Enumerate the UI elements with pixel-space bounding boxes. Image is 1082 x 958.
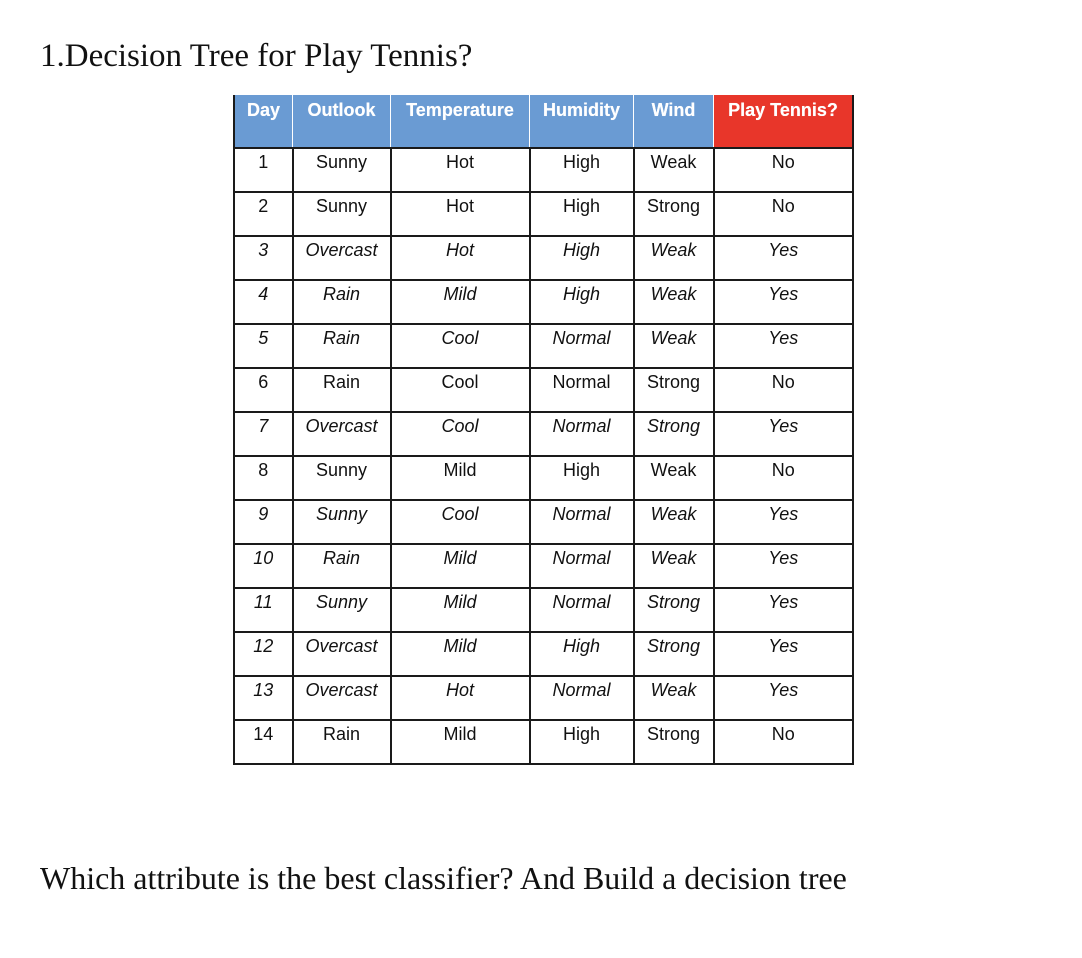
play-tennis-table bbox=[233, 95, 854, 765]
cell-temperature: Hot bbox=[391, 192, 530, 236]
page-title: 1.Decision Tree for Play Tennis? bbox=[40, 38, 473, 74]
table-body bbox=[234, 148, 853, 764]
cell-temperature: Mild bbox=[391, 588, 530, 632]
cell-wind: Weak bbox=[634, 456, 714, 500]
cell-outlook: Sunny bbox=[293, 500, 391, 544]
table-header-row bbox=[234, 95, 853, 148]
table-row bbox=[234, 192, 853, 236]
cell-day: 10 bbox=[234, 544, 293, 588]
cell-temperature: Mild bbox=[391, 632, 530, 676]
cell-day: 14 bbox=[234, 720, 293, 764]
cell-humidity: High bbox=[530, 720, 634, 764]
cell-play-tennis: Yes bbox=[714, 588, 854, 632]
cell-outlook: Rain bbox=[293, 720, 391, 764]
table-row bbox=[234, 456, 853, 500]
cell-wind: Weak bbox=[634, 324, 714, 368]
cell-temperature: Mild bbox=[391, 544, 530, 588]
cell-day: 1 bbox=[234, 148, 293, 192]
cell-temperature: Cool bbox=[391, 324, 530, 368]
cell-day: 12 bbox=[234, 632, 293, 676]
cell-outlook: Overcast bbox=[293, 676, 391, 720]
cell-play-tennis: No bbox=[714, 720, 854, 764]
cell-outlook: Sunny bbox=[293, 456, 391, 500]
header-wind: Wind bbox=[634, 95, 714, 148]
cell-wind: Weak bbox=[634, 148, 714, 192]
cell-day: 5 bbox=[234, 324, 293, 368]
header-day: Day bbox=[234, 95, 293, 148]
table-row bbox=[234, 676, 853, 720]
table-row bbox=[234, 544, 853, 588]
cell-day: 6 bbox=[234, 368, 293, 412]
cell-humidity: Normal bbox=[530, 500, 634, 544]
table-row bbox=[234, 368, 853, 412]
table-row bbox=[234, 588, 853, 632]
cell-humidity: Normal bbox=[530, 588, 634, 632]
cell-humidity: Normal bbox=[530, 676, 634, 720]
cell-play-tennis: Yes bbox=[714, 412, 854, 456]
header-play-tennis: Play Tennis? bbox=[714, 95, 854, 148]
table-row bbox=[234, 324, 853, 368]
cell-day: 11 bbox=[234, 588, 293, 632]
cell-day: 9 bbox=[234, 500, 293, 544]
cell-play-tennis: No bbox=[714, 368, 854, 412]
cell-day: 8 bbox=[234, 456, 293, 500]
table-row bbox=[234, 280, 853, 324]
cell-wind: Weak bbox=[634, 500, 714, 544]
cell-day: 7 bbox=[234, 412, 293, 456]
cell-day: 13 bbox=[234, 676, 293, 720]
cell-play-tennis: Yes bbox=[714, 632, 854, 676]
cell-temperature: Hot bbox=[391, 676, 530, 720]
cell-play-tennis: Yes bbox=[714, 676, 854, 720]
table-row bbox=[234, 412, 853, 456]
cell-day: 2 bbox=[234, 192, 293, 236]
cell-humidity: Normal bbox=[530, 324, 634, 368]
cell-humidity: High bbox=[530, 456, 634, 500]
table-row bbox=[234, 632, 853, 676]
cell-outlook: Rain bbox=[293, 544, 391, 588]
cell-wind: Weak bbox=[634, 280, 714, 324]
cell-outlook: Overcast bbox=[293, 236, 391, 280]
cell-temperature: Hot bbox=[391, 148, 530, 192]
cell-outlook: Rain bbox=[293, 368, 391, 412]
cell-outlook: Sunny bbox=[293, 588, 391, 632]
cell-play-tennis: Yes bbox=[714, 500, 854, 544]
cell-humidity: High bbox=[530, 280, 634, 324]
cell-wind: Strong bbox=[634, 368, 714, 412]
table-row bbox=[234, 720, 853, 764]
cell-outlook: Sunny bbox=[293, 148, 391, 192]
cell-play-tennis: Yes bbox=[714, 324, 854, 368]
cell-wind: Strong bbox=[634, 588, 714, 632]
cell-wind: Strong bbox=[634, 412, 714, 456]
cell-play-tennis: No bbox=[714, 148, 854, 192]
question-text: Which attribute is the best classifier? And Build a decision tree bbox=[40, 860, 847, 896]
cell-outlook: Rain bbox=[293, 280, 391, 324]
header-outlook: Outlook bbox=[293, 95, 391, 148]
cell-outlook: Rain bbox=[293, 324, 391, 368]
cell-temperature: Cool bbox=[391, 412, 530, 456]
cell-day: 4 bbox=[234, 280, 293, 324]
cell-outlook: Overcast bbox=[293, 632, 391, 676]
cell-play-tennis: Yes bbox=[714, 544, 854, 588]
cell-play-tennis: Yes bbox=[714, 280, 854, 324]
table-row bbox=[234, 148, 853, 192]
cell-humidity: Normal bbox=[530, 544, 634, 588]
cell-temperature: Hot bbox=[391, 236, 530, 280]
cell-humidity: High bbox=[530, 236, 634, 280]
cell-wind: Strong bbox=[634, 192, 714, 236]
cell-humidity: High bbox=[530, 632, 634, 676]
header-temperature: Temperature bbox=[391, 95, 530, 148]
cell-play-tennis: No bbox=[714, 456, 854, 500]
cell-outlook: Overcast bbox=[293, 412, 391, 456]
cell-temperature: Cool bbox=[391, 368, 530, 412]
cell-temperature: Mild bbox=[391, 720, 530, 764]
table-row bbox=[234, 236, 853, 280]
cell-play-tennis: Yes bbox=[714, 236, 854, 280]
cell-temperature: Mild bbox=[391, 456, 530, 500]
cell-wind: Weak bbox=[634, 544, 714, 588]
cell-wind: Weak bbox=[634, 236, 714, 280]
cell-temperature: Cool bbox=[391, 500, 530, 544]
cell-humidity: High bbox=[530, 192, 634, 236]
cell-day: 3 bbox=[234, 236, 293, 280]
cell-play-tennis: No bbox=[714, 192, 854, 236]
table-row bbox=[234, 500, 853, 544]
cell-humidity: Normal bbox=[530, 412, 634, 456]
cell-humidity: High bbox=[530, 148, 634, 192]
header-humidity: Humidity bbox=[530, 95, 634, 148]
cell-wind: Weak bbox=[634, 676, 714, 720]
cell-wind: Strong bbox=[634, 720, 714, 764]
cell-outlook: Sunny bbox=[293, 192, 391, 236]
cell-temperature: Mild bbox=[391, 280, 530, 324]
cell-wind: Strong bbox=[634, 632, 714, 676]
cell-humidity: Normal bbox=[530, 368, 634, 412]
